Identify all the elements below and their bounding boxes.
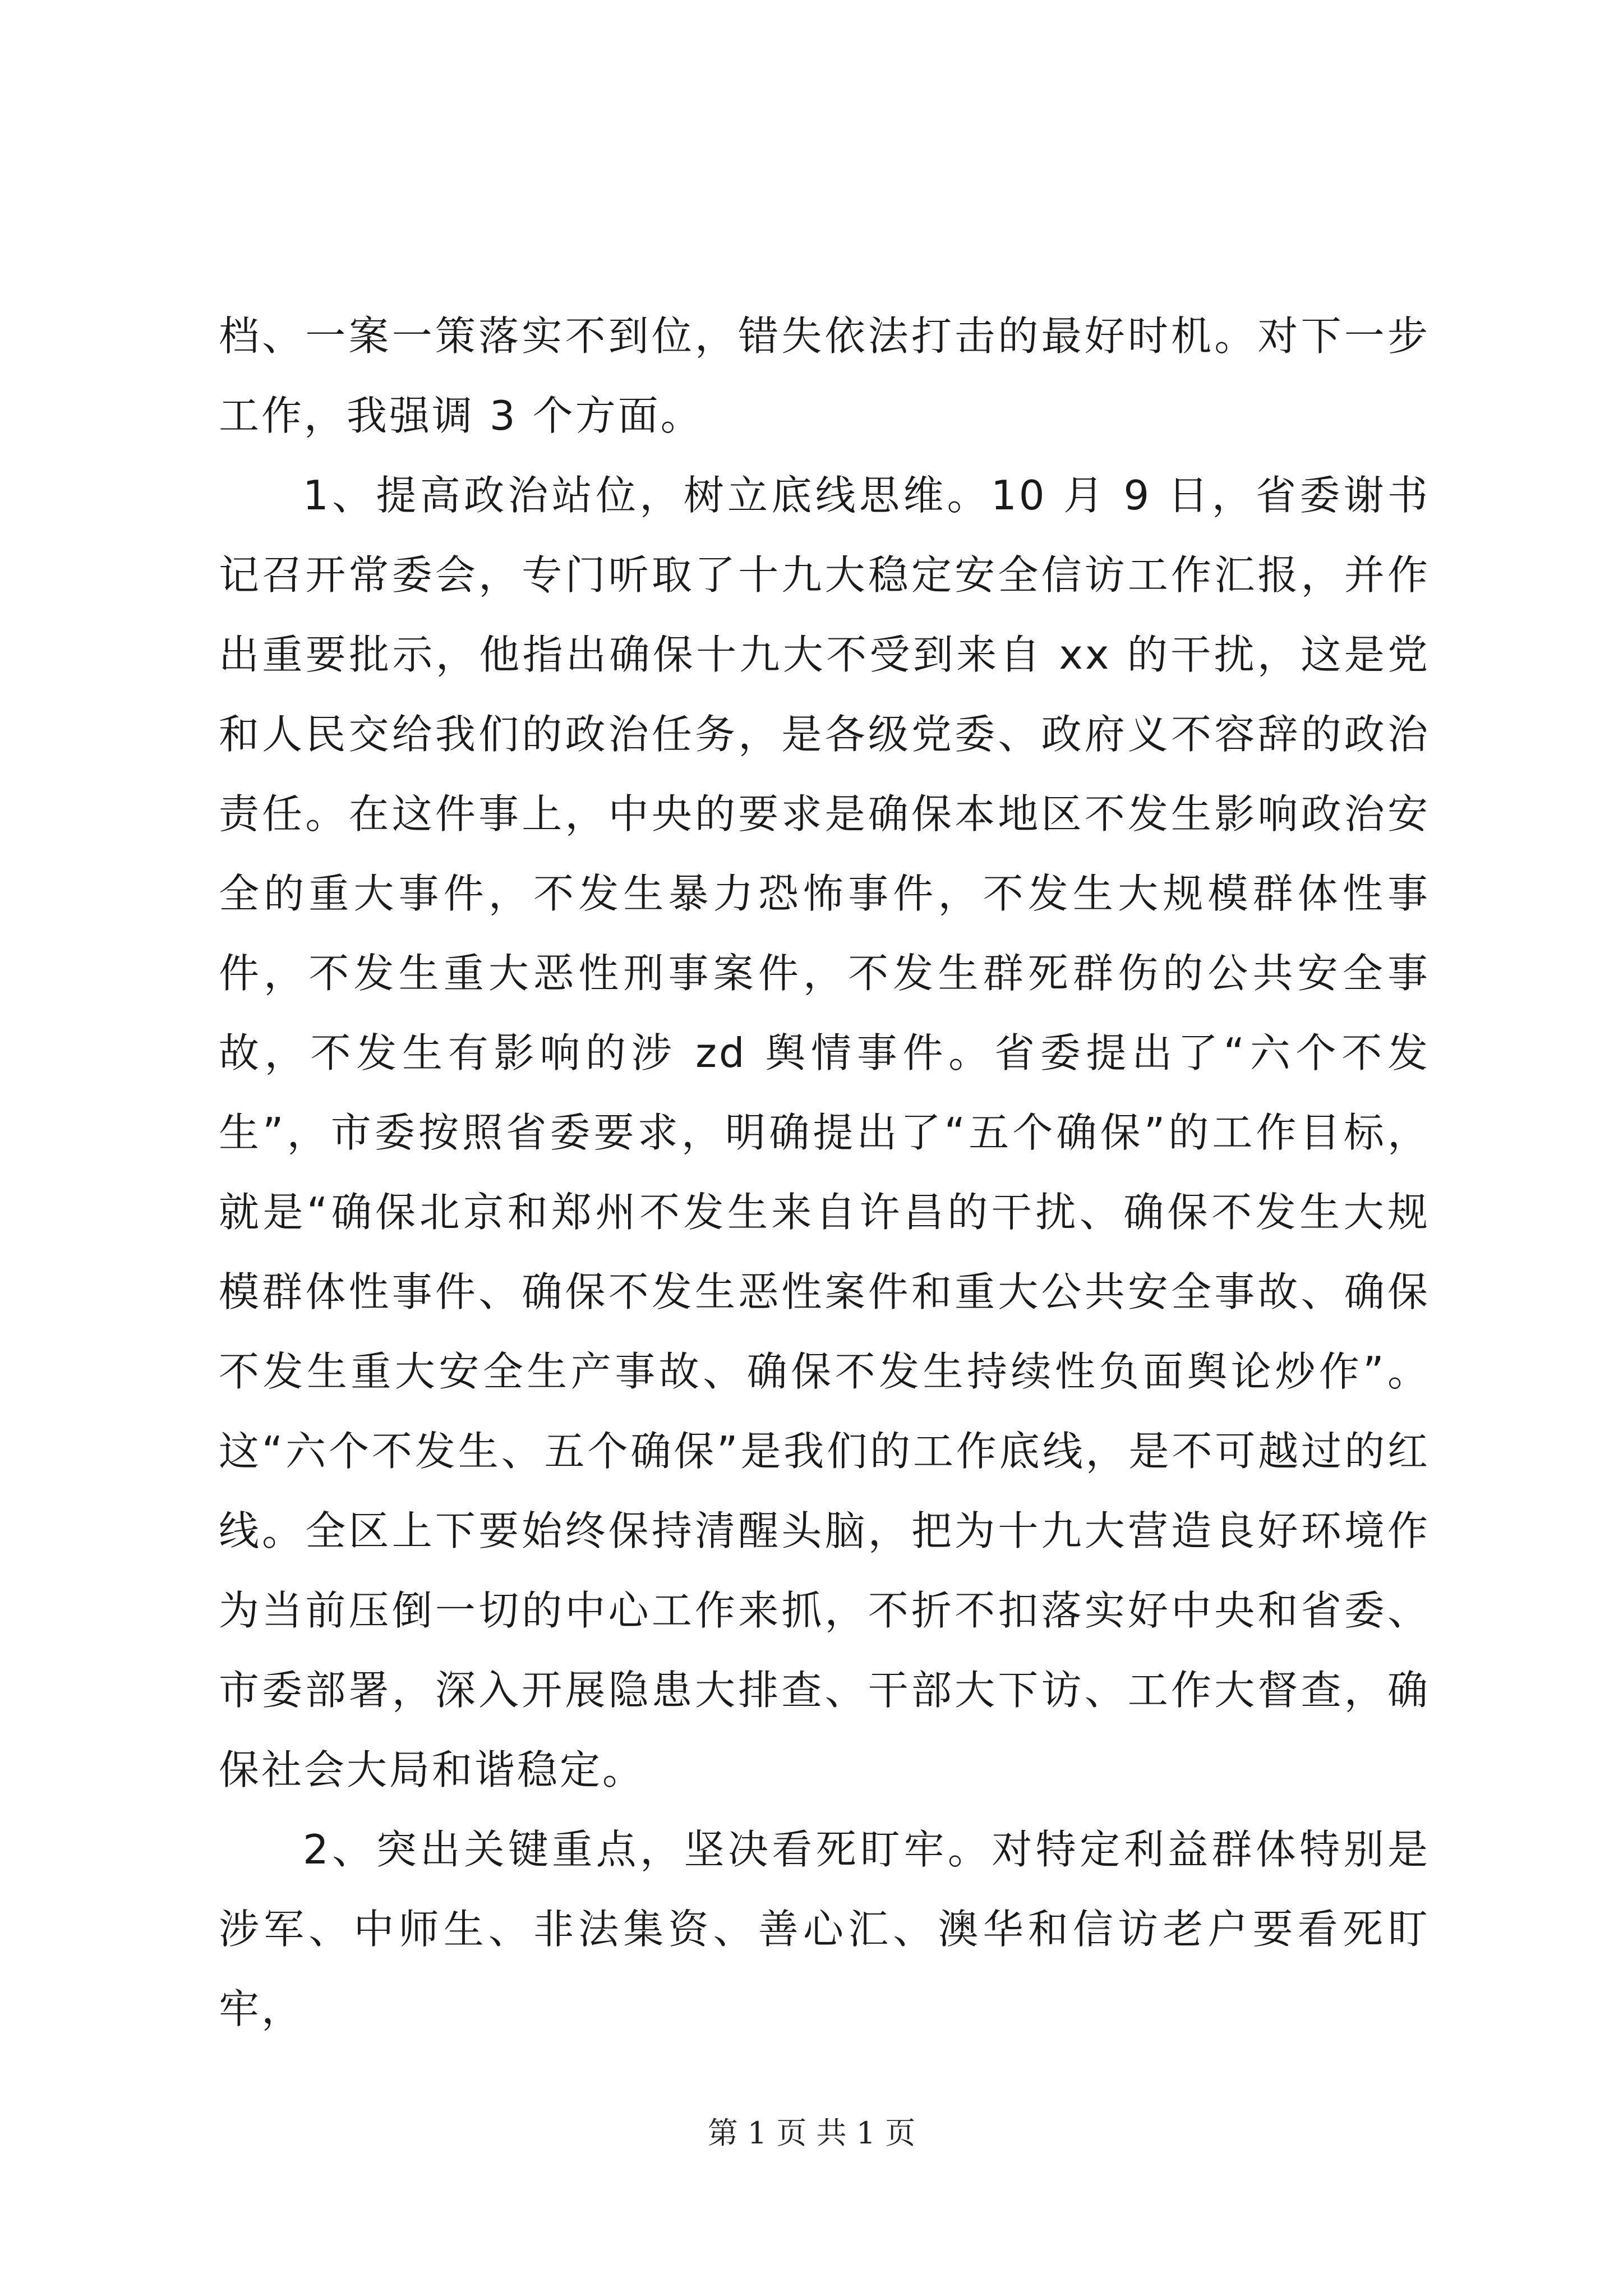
paragraph-point-1: 1、提高政治站位，树立底线思维。10 月 9 日，省委谢书记召开常委会，专门听取了十九大稳定安全信访工作汇报，并作出重要批示，他指出确保十九大不受到来自 xx 的干扰，这是党和人民交给我们的政治任务，是各级党委、政府义不容辞的政治责任。在这件事上，中央的要求是确保本地区不发生影响政治安全的重大事件，不发生暴力恐怖事件，不发生大规模群体性事件，不发生重大恶性刑事案件，不发生群死群伤的公共安全事故，不发生有影响的涉 zd 舆情事件。省委提出了“六个不发生”，市委按照省委要求，明确提出了“五个确保”的工作目标，就是“确保北京和郑州不发生来自许昌的干扰、确保不发生大规模群体性事件、确保不发生恶性案件和重大公共安全事故、确保不发生重大安全生产事故、确保不发生持续性负面舆论炒作”。这“六个不发生、五个确保”是我们的工作底线，是不可越过的红线。全区上下要始终保持清醒头脑，把为十九大营造良好环境作为当前压倒一切的中心工作来抓，不折不扣落实好中央和省委、市委部署，深入开展隐患大排查、干部大下访、工作大督查，确保社会大局和谐稳定。 <box>219 472 1430 1793</box>
paragraph-point-2: 2、突出关键重点，坚决看死盯牢。对特定利益群体特别是涉军、中师生、非法集资、善心汇、澳华和信访老户要看死盯牢， <box>219 1826 1430 2032</box>
page-footer: 第 1 页 共 1 页 <box>707 2115 916 2151</box>
paragraph-continuation: 档、一案一策落实不到位，错失依法打击的最好时机。对下一步工作，我强调 3 个方面。 <box>219 312 1430 439</box>
document-body <box>219 296 1430 2049</box>
